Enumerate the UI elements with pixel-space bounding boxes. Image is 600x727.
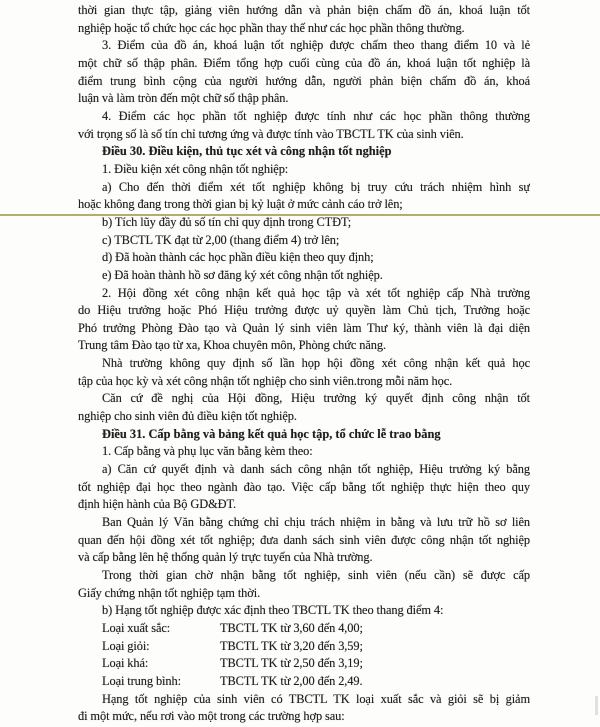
grade-label: Loại khá: xyxy=(102,656,149,671)
text-line: Căn cứ đề nghị của Hội đồng, Hiệu trưởng ký quyết định công nhận tốt xyxy=(102,391,530,406)
text-line: do Hiệu trưởng hoặc Phó Hiệu trưởng được uỷ quyền làm Chủ tịch, Trưởng hoặc xyxy=(78,303,530,318)
grade-row xyxy=(78,638,530,656)
text-line: điểm trung bình cộng của người hướng dẫn, người phản biện chấm đồ án, khoá xyxy=(78,73,530,88)
text-line: Nhà trường không quy định số lần họp hội đồng xét công nhận kết quả học xyxy=(102,356,530,371)
text-line: b) Tích lũy đầy đủ số tín chỉ quy định trong CTĐT; xyxy=(102,214,352,229)
text-line: a) Căn cứ quyết định và danh sách công nhận tốt nghiệp, Hiệu trưởng ký bằng xyxy=(102,462,530,477)
text-line: c) TBCTL TK đạt từ 2,00 (thang điểm 4) trở lên; xyxy=(102,232,340,247)
text-line: tập của học kỳ và xét công nhận tốt nghiệp cho sinh viên.trong mỗi năm học. xyxy=(78,373,453,388)
text-line: đi một mức, nếu rơi vào một trong các trường hợp sau: xyxy=(78,709,345,724)
text-line: 2. Hội đồng xét công nhận kết quả học tập và xét tốt nghiệp cấp Nhà trường xyxy=(102,285,530,300)
text-line: Hạng tốt nghiệp của sinh viên có TBCTL TK loại xuất sắc và giỏi sẽ bị giảm xyxy=(102,691,530,706)
text-column xyxy=(78,2,530,726)
text-line: thời gian thực tập, giảng viên hướng dẫn và phản biện chấm đồ án, khoá luận tốt xyxy=(78,3,530,17)
text-line: Phó trưởng Phòng Đào tạo và Quản lý sinh viên làm Thư ký, thành viên là đại diện xyxy=(78,320,530,335)
grade-row xyxy=(78,620,530,638)
text-line: luận và làm tròn đến một chữ số thập phân. xyxy=(78,91,289,106)
text-line: 4. Điểm các học phần tốt nghiệp được tính như các học phần thông thường xyxy=(102,108,530,123)
text-line: 1. Cấp bằng và phụ lục văn bằng kèm theo: xyxy=(102,444,313,459)
text-line: Trung tâm Đào tạo từ xa, Khoa chuyên môn, Phòng chức năng. xyxy=(78,338,386,353)
grade-value: TBCTL TK từ 2,50 đến 3,19; xyxy=(220,656,363,671)
text-line: nghiệp cho sinh viên đủ điều kiện tốt nghiệp. xyxy=(78,409,297,424)
grade-value: TBCTL TK từ 3,60 đến 4,00; xyxy=(220,620,363,635)
text-line: hoặc không đang trong thời gian bị kỷ luật ở mức cảnh cáo trở lên; xyxy=(78,197,403,212)
text-line: định hiện hành của Bộ GD&ĐT. xyxy=(78,497,237,512)
text-line: e) Đã hoàn thành hồ sơ đăng ký xét công nhận tốt nghiệp. xyxy=(102,267,383,282)
text-line: tốt nghiệp đại học theo ngành đào tạo. Việc cấp bằng tốt nghiệp thực hiện theo quy xyxy=(78,479,530,494)
text-line: một chữ số thập phân. Điểm tổng hợp cuối cùng của đồ án, khoá luận tốt nghiệp là xyxy=(78,55,530,70)
text-line: quan đến hội đồng xét tốt nghiệp; đưa danh sách sinh viên được công nhận tốt nghiệp xyxy=(78,532,530,547)
grade-label: Loại giỏi: xyxy=(102,638,150,653)
text-line: 1. Điều kiện xét công nhận tốt nghiệp: xyxy=(102,161,289,176)
grade-value: TBCTL TK từ 2,00 đến 2,49. xyxy=(220,673,363,688)
article-heading: Điều 30. Điều kiện, thủ tục xét và công nhận tốt nghiệp xyxy=(102,144,392,159)
text-line: nghiệp hoặc tổ chức học các học phần thay thế như các học phần thông thường. xyxy=(78,20,465,35)
grade-row xyxy=(78,655,530,673)
text-line: với trọng số là số tín chỉ tương ứng và được tính vào TBCTL TK của sinh viên. xyxy=(78,126,464,141)
grade-value: TBCTL TK từ 3,20 đến 3,59; xyxy=(220,638,363,653)
text-line: và cấp bằng lên hệ thống quản lý trực tuyến của Nhà trường. xyxy=(78,550,373,565)
text-line: b) Hạng tốt nghiệp được xác định theo TBCTL TK theo thang điểm 4: xyxy=(102,603,444,618)
text-line: a) Cho đến thời điểm xét tốt nghiệp không bị truy cứu trách nhiệm hình sự xyxy=(102,179,530,194)
text-line: Ban Quản lý Văn bằng chứng chỉ chịu trách nhiệm in bằng và lưu trữ hồ sơ liên xyxy=(102,515,530,530)
text-line: Giấy chứng nhận tốt nghiệp tạm thời. xyxy=(78,585,261,600)
text-line: 3. Điểm của đồ án, khoá luận tốt nghiệp được chấm theo thang điểm 10 và lẻ xyxy=(102,38,530,53)
scan-artifact xyxy=(595,696,598,715)
grade-row xyxy=(78,673,530,691)
grade-label: Loại trung bình: xyxy=(102,673,181,688)
text-line: Trong thời gian chờ nhận bằng tốt nghiệp, sinh viên (nếu cần) sẽ được cấp xyxy=(102,568,530,582)
grade-label: Loại xuất sắc: xyxy=(102,620,171,635)
text-line: d) Đã hoàn thành các học phần điều kiện theo quy định; xyxy=(102,250,374,265)
article-heading: Điều 31. Cấp bằng và bảng kết quả học tập, tổ chức lễ trao bằng xyxy=(102,426,441,441)
